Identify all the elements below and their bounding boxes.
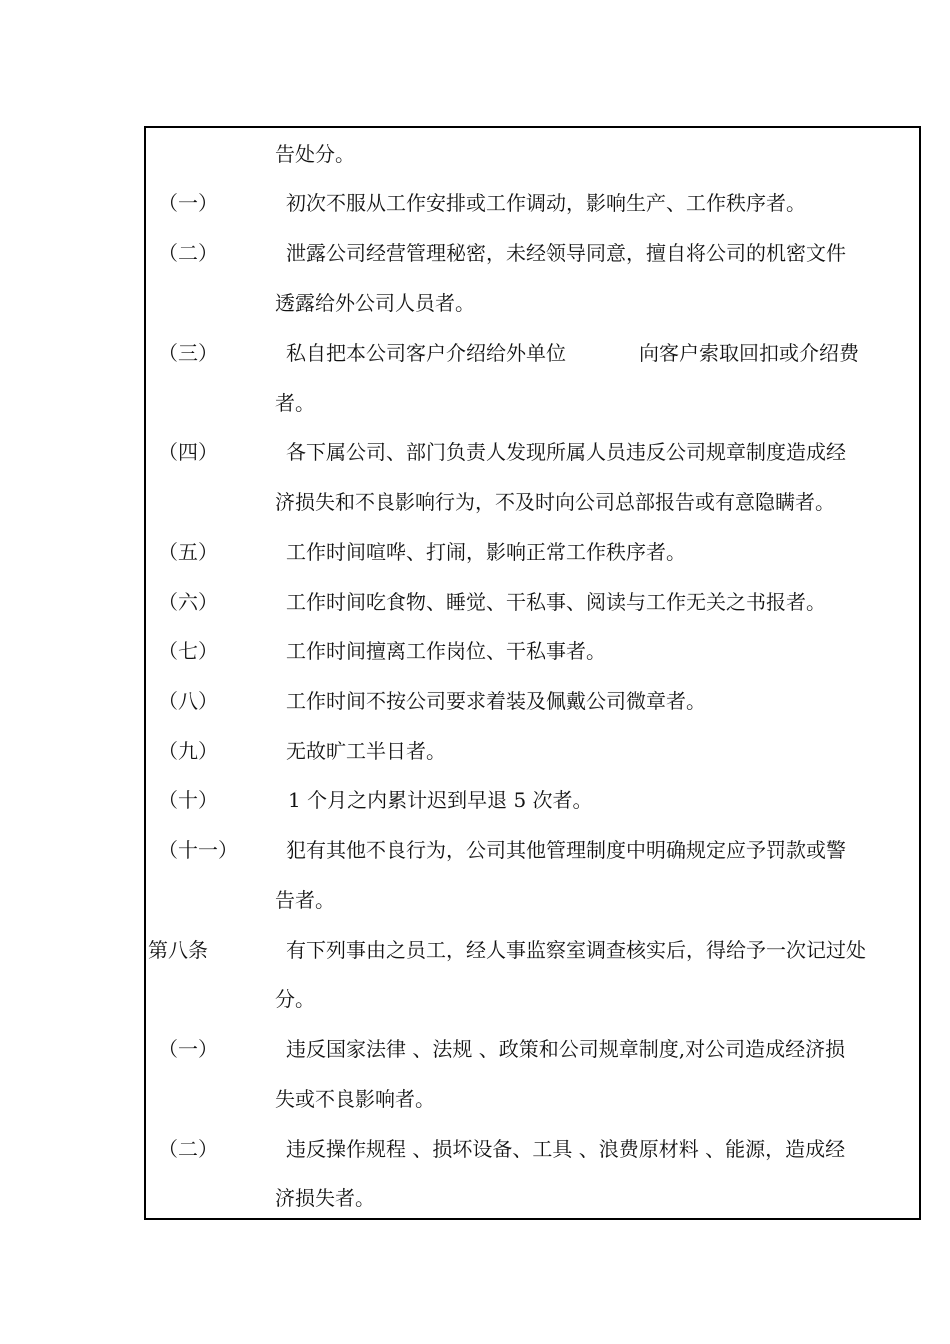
item-text: 违反操作规程 、损坏设备、工具 、浪费原材料 、能源，造成经 (286, 1137, 846, 1161)
item-text: 济损失者。 (275, 1186, 375, 1210)
item-text: 初次不服从工作安排或工作调动，影响生产、工作秩序者。 (286, 191, 806, 215)
item-text: 1 个月之内累计迟到早退 5 次者。 (288, 788, 593, 812)
item-text: 无故旷工半日者。 (286, 739, 446, 763)
item-label: （一） (158, 191, 218, 215)
item-text: 工作时间吃食物、睡觉、干私事、阅读与工作无关之书报者。 (286, 590, 826, 614)
article-text: 有下列事由之员工，经人事监察室调查核实后，得给予一次记过处 (286, 938, 866, 962)
item-text: 工作时间不按公司要求着装及佩戴公司微章者。 (286, 689, 706, 713)
item-label: （四） (158, 440, 218, 464)
item-text: 向客户索取回扣或介绍费 (639, 341, 859, 365)
item-text: 工作时间擅离工作岗位、干私事者。 (286, 639, 606, 663)
item-text: 者。 (275, 391, 315, 415)
item-text: 透露给外公司人员者。 (275, 291, 475, 315)
item-label: （五） (158, 540, 218, 564)
item-label: （二） (158, 1137, 218, 1161)
continuation-text: 告处分。 (275, 142, 355, 166)
article-text: 分。 (275, 987, 315, 1011)
item-text: 工作时间喧哗、打闹，影响正常工作秩序者。 (286, 540, 686, 564)
item-text: 泄露公司经营管理秘密，未经领导同意，擅自将公司的机密文件 (286, 241, 846, 265)
article-label: 第八条 (148, 938, 208, 962)
item-label: （八） (158, 689, 218, 713)
item-text: 私自把本公司客户介绍给外单位 (286, 341, 566, 365)
item-text: 违反国家法律 、法规 、政策和公司规章制度,对公司造成经济损 (286, 1037, 846, 1061)
item-text: 各下属公司、部门负责人发现所属人员违反公司规章制度造成经 (286, 440, 846, 464)
item-text: 告者。 (275, 888, 335, 912)
item-text: 失或不良影响者。 (275, 1087, 435, 1111)
item-label: （九） (158, 739, 218, 763)
item-text: 犯有其他不良行为，公司其他管理制度中明确规定应予罚款或警 (286, 838, 846, 862)
item-label: （三） (158, 341, 218, 365)
item-text: 济损失和不良影响行为，不及时向公司总部报告或有意隐瞒者。 (275, 490, 835, 514)
item-label: （十一） (158, 838, 238, 862)
item-label: （一） (158, 1037, 218, 1061)
item-label: （二） (158, 241, 218, 265)
item-label: （十） (158, 788, 218, 812)
item-label: （七） (158, 639, 218, 663)
item-label: （六） (158, 590, 218, 614)
